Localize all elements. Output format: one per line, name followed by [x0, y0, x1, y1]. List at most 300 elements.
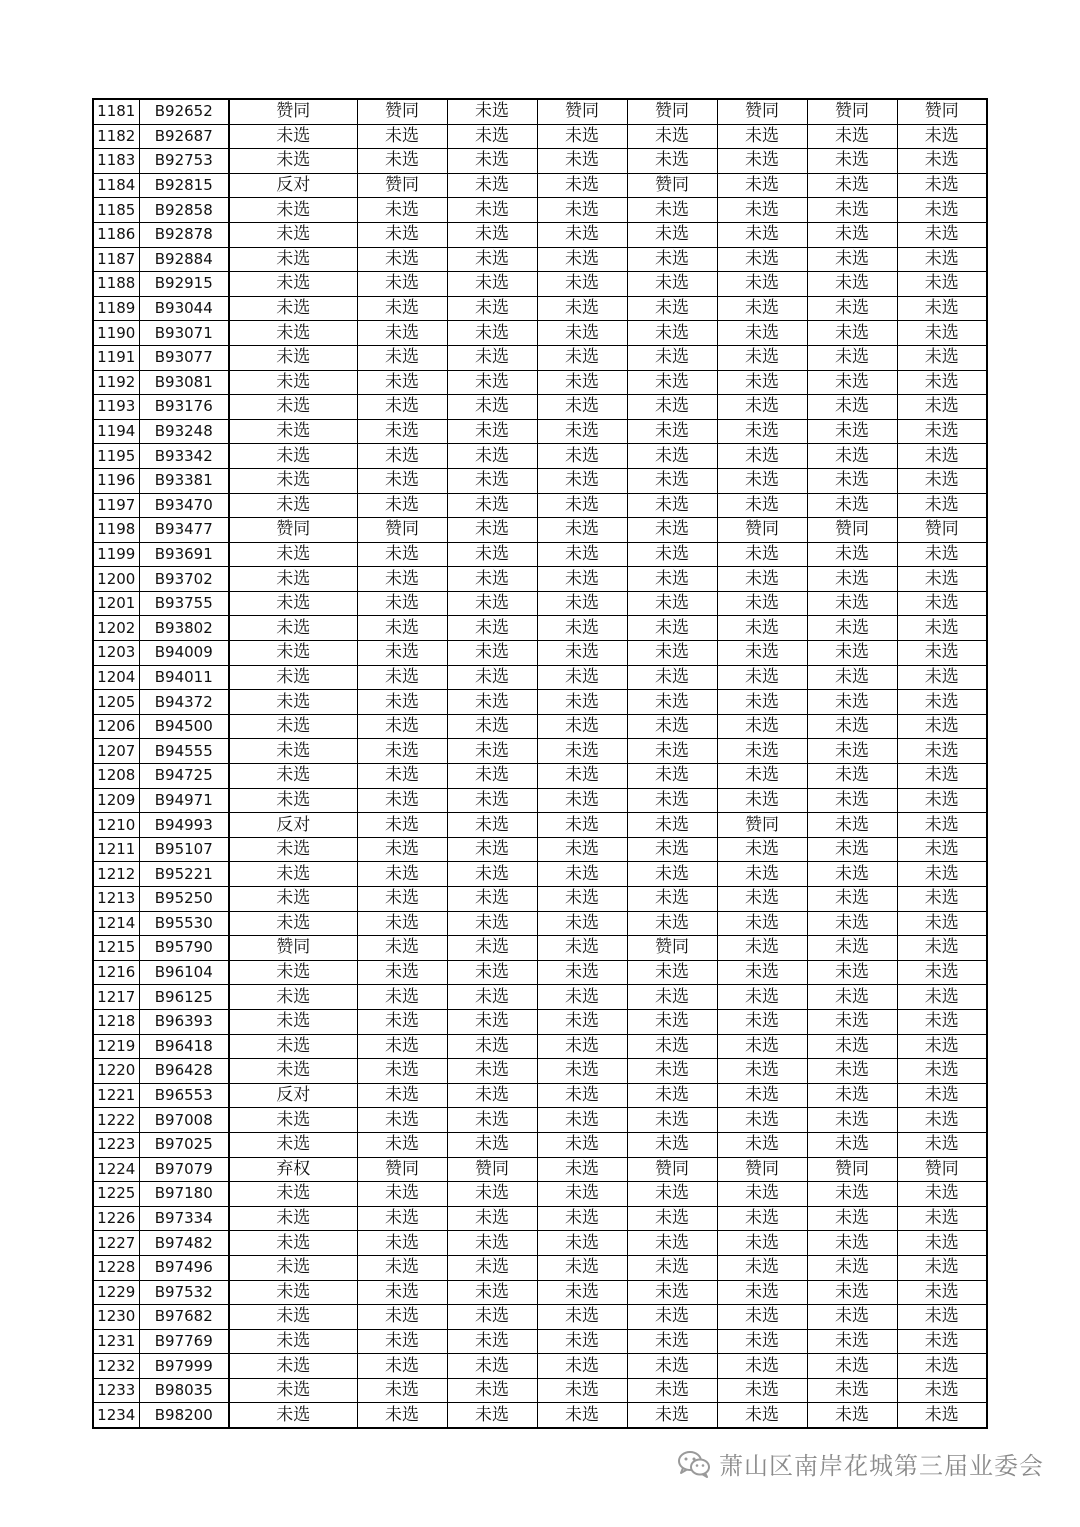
- vote-cell: 未选: [627, 567, 717, 592]
- row-number: 1234: [93, 1403, 139, 1428]
- vote-cell: 未选: [357, 370, 447, 395]
- vote-cell: 未选: [357, 345, 447, 370]
- vote-cell: 未选: [357, 739, 447, 764]
- vote-cell: 未选: [627, 1182, 717, 1207]
- vote-cell: 未选: [537, 124, 627, 149]
- vote-cell: 未选: [447, 296, 537, 321]
- vote-cell: 赞同: [627, 936, 717, 961]
- vote-cell: 未选: [627, 198, 717, 223]
- vote-cell: 未选: [229, 788, 357, 813]
- vote-cell: 未选: [229, 567, 357, 592]
- vote-cell: 未选: [627, 591, 717, 616]
- table-row: [93, 960, 987, 985]
- table-row: [93, 1083, 987, 1108]
- vote-cell: 未选: [229, 616, 357, 641]
- row-number: 1225: [93, 1182, 139, 1207]
- vote-cell: 赞同: [357, 99, 447, 124]
- vote-cell: 未选: [357, 124, 447, 149]
- vote-cell: 未选: [537, 542, 627, 567]
- row-number: 1220: [93, 1059, 139, 1084]
- vote-cell: 未选: [717, 665, 807, 690]
- vote-cell: 未选: [537, 911, 627, 936]
- vote-cell: 未选: [447, 567, 537, 592]
- vote-cell: 未选: [807, 1206, 897, 1231]
- table-row: [93, 788, 987, 813]
- row-number: 1198: [93, 518, 139, 543]
- vote-cell: 未选: [537, 1009, 627, 1034]
- table-row: [93, 345, 987, 370]
- table-row: [93, 1305, 987, 1330]
- table-row: [93, 641, 987, 666]
- vote-cell: 未选: [357, 567, 447, 592]
- unit-code: B95790: [139, 936, 229, 961]
- vote-cell: 未选: [897, 788, 987, 813]
- vote-cell: 未选: [717, 1329, 807, 1354]
- vote-cell: 未选: [357, 1182, 447, 1207]
- vote-cell: 未选: [627, 1059, 717, 1084]
- vote-cell: 赞同: [807, 99, 897, 124]
- watermark-text: 萧山区南岸花城第三届业委会: [719, 1452, 1044, 1480]
- vote-cell: 未选: [447, 1231, 537, 1256]
- table-row: [93, 222, 987, 247]
- vote-cell: 未选: [447, 419, 537, 444]
- row-number: 1187: [93, 247, 139, 272]
- vote-cell: 未选: [807, 788, 897, 813]
- vote-cell: 未选: [717, 714, 807, 739]
- vote-cell: 未选: [717, 1132, 807, 1157]
- row-number: 1208: [93, 764, 139, 789]
- vote-cell: 未选: [229, 321, 357, 346]
- vote-cell: 未选: [897, 296, 987, 321]
- vote-cell: 未选: [537, 641, 627, 666]
- vote-cell: 未选: [717, 591, 807, 616]
- unit-code: B96393: [139, 1009, 229, 1034]
- row-number: 1217: [93, 985, 139, 1010]
- vote-cell: 未选: [537, 887, 627, 912]
- vote-cell: 未选: [897, 960, 987, 985]
- vote-cell: 未选: [627, 739, 717, 764]
- row-number: 1223: [93, 1132, 139, 1157]
- vote-cell: 未选: [897, 1059, 987, 1084]
- vote-cell: 未选: [537, 1157, 627, 1182]
- row-number: 1221: [93, 1083, 139, 1108]
- row-number: 1229: [93, 1280, 139, 1305]
- vote-cell: 未选: [447, 862, 537, 887]
- unit-code: B97769: [139, 1329, 229, 1354]
- vote-cell: 未选: [447, 837, 537, 862]
- table-row: [93, 173, 987, 198]
- vote-cell: 未选: [807, 1354, 897, 1379]
- row-number: 1188: [93, 272, 139, 297]
- table-row: [93, 99, 987, 124]
- table-row: [93, 1329, 987, 1354]
- vote-cell: 未选: [537, 149, 627, 174]
- vote-cell: 未选: [357, 272, 447, 297]
- row-number: 1209: [93, 788, 139, 813]
- row-number: 1203: [93, 641, 139, 666]
- table-row: [93, 493, 987, 518]
- vote-cell: 未选: [807, 641, 897, 666]
- unit-code: B97008: [139, 1108, 229, 1133]
- unit-code: B93176: [139, 395, 229, 420]
- table-row: [93, 1009, 987, 1034]
- vote-cell: 未选: [897, 272, 987, 297]
- vote-cell: 未选: [447, 641, 537, 666]
- table-row: [93, 616, 987, 641]
- row-number: 1215: [93, 936, 139, 961]
- vote-cell: 未选: [357, 1231, 447, 1256]
- vote-cell: 未选: [807, 1378, 897, 1403]
- vote-cell: 未选: [229, 1378, 357, 1403]
- vote-cell: 赞同: [717, 813, 807, 838]
- vote-cell: 未选: [357, 764, 447, 789]
- vote-cell: 未选: [537, 1206, 627, 1231]
- row-number: 1212: [93, 862, 139, 887]
- unit-code: B93342: [139, 444, 229, 469]
- vote-cell: 未选: [807, 813, 897, 838]
- vote-cell: 未选: [897, 493, 987, 518]
- vote-cell: 未选: [447, 198, 537, 223]
- vote-cell: 未选: [627, 1009, 717, 1034]
- table-row: [93, 714, 987, 739]
- vote-cell: 未选: [807, 690, 897, 715]
- vote-cell: 未选: [447, 690, 537, 715]
- vote-cell: 未选: [229, 911, 357, 936]
- vote-cell: 未选: [357, 591, 447, 616]
- vote-cell: 未选: [807, 1305, 897, 1330]
- unit-code: B92753: [139, 149, 229, 174]
- vote-cell: 未选: [447, 1378, 537, 1403]
- row-number: 1181: [93, 99, 139, 124]
- vote-cell: 未选: [897, 862, 987, 887]
- vote-cell: 未选: [627, 518, 717, 543]
- vote-cell: 未选: [447, 345, 537, 370]
- vote-cell: 未选: [447, 272, 537, 297]
- vote-cell: 未选: [229, 1354, 357, 1379]
- unit-code: B95221: [139, 862, 229, 887]
- vote-cell: 未选: [717, 222, 807, 247]
- vote-cell: 未选: [627, 837, 717, 862]
- vote-cell: 未选: [897, 124, 987, 149]
- vote-cell: 未选: [537, 690, 627, 715]
- vote-cell: 未选: [627, 1255, 717, 1280]
- row-number: 1183: [93, 149, 139, 174]
- vote-cell: 未选: [897, 1280, 987, 1305]
- vote-cell: 未选: [357, 1083, 447, 1108]
- vote-cell: 未选: [447, 247, 537, 272]
- vote-cell: 未选: [447, 591, 537, 616]
- unit-code: B93381: [139, 468, 229, 493]
- vote-cell: 未选: [357, 641, 447, 666]
- unit-code: B95530: [139, 911, 229, 936]
- vote-cell: 未选: [807, 395, 897, 420]
- vote-cell: 未选: [537, 1182, 627, 1207]
- unit-code: B94009: [139, 641, 229, 666]
- vote-cell: 未选: [897, 1083, 987, 1108]
- vote-cell: 未选: [357, 149, 447, 174]
- vote-cell: 未选: [807, 1083, 897, 1108]
- vote-cell: 未选: [357, 665, 447, 690]
- vote-cell: 未选: [807, 985, 897, 1010]
- vote-cell: 反对: [229, 173, 357, 198]
- vote-cell: 未选: [447, 714, 537, 739]
- vote-cell: 赞同: [717, 518, 807, 543]
- vote-cell: 未选: [807, 862, 897, 887]
- vote-cell: 未选: [627, 1206, 717, 1231]
- unit-code: B92878: [139, 222, 229, 247]
- vote-cell: 未选: [537, 1329, 627, 1354]
- table-row: [93, 149, 987, 174]
- unit-code: B93081: [139, 370, 229, 395]
- vote-cell: 未选: [717, 1305, 807, 1330]
- vote-cell: 未选: [627, 1280, 717, 1305]
- vote-cell: 未选: [897, 1329, 987, 1354]
- vote-cell: 未选: [537, 591, 627, 616]
- vote-cell: 未选: [897, 714, 987, 739]
- vote-cell: 未选: [717, 542, 807, 567]
- vote-cell: 未选: [537, 272, 627, 297]
- vote-cell: 未选: [229, 1059, 357, 1084]
- unit-code: B93691: [139, 542, 229, 567]
- vote-cell: 未选: [447, 149, 537, 174]
- vote-cell: 未选: [627, 124, 717, 149]
- vote-cell: 未选: [717, 173, 807, 198]
- vote-cell: 未选: [897, 764, 987, 789]
- vote-cell: 未选: [537, 1231, 627, 1256]
- vote-cell: 未选: [447, 124, 537, 149]
- vote-cell: 未选: [357, 321, 447, 346]
- table-row: [93, 813, 987, 838]
- vote-cell: 未选: [717, 887, 807, 912]
- vote-cell: 未选: [807, 1329, 897, 1354]
- vote-cell: 未选: [627, 296, 717, 321]
- vote-cell: 未选: [229, 591, 357, 616]
- vote-cell: 未选: [807, 911, 897, 936]
- vote-cell: 未选: [807, 1182, 897, 1207]
- vote-cell: 未选: [627, 665, 717, 690]
- row-number: 1233: [93, 1378, 139, 1403]
- vote-cell: 未选: [537, 1034, 627, 1059]
- vote-cell: 赞同: [807, 518, 897, 543]
- vote-cell: 未选: [897, 222, 987, 247]
- table-row: [93, 1354, 987, 1379]
- vote-cell: 未选: [807, 764, 897, 789]
- row-number: 1196: [93, 468, 139, 493]
- vote-cell: 未选: [357, 1354, 447, 1379]
- vote-cell: 赞同: [229, 936, 357, 961]
- vote-cell: 未选: [807, 1059, 897, 1084]
- vote-cell: 未选: [807, 222, 897, 247]
- unit-code: B94971: [139, 788, 229, 813]
- vote-cell: 未选: [717, 1403, 807, 1428]
- vote-cell: 未选: [897, 665, 987, 690]
- vote-cell: 未选: [357, 1403, 447, 1428]
- vote-cell: 未选: [357, 493, 447, 518]
- vote-cell: 赞同: [357, 1157, 447, 1182]
- table-row: [93, 739, 987, 764]
- unit-code: B93248: [139, 419, 229, 444]
- vote-cell: 未选: [357, 395, 447, 420]
- unit-code: B93470: [139, 493, 229, 518]
- vote-cell: 未选: [627, 493, 717, 518]
- vote-cell: 未选: [447, 518, 537, 543]
- unit-code: B97482: [139, 1231, 229, 1256]
- unit-code: B93077: [139, 345, 229, 370]
- vote-cell: 未选: [897, 1009, 987, 1034]
- vote-cell: 未选: [897, 739, 987, 764]
- vote-cell: 未选: [897, 641, 987, 666]
- row-number: 1182: [93, 124, 139, 149]
- vote-cell: 未选: [447, 936, 537, 961]
- row-number: 1189: [93, 296, 139, 321]
- vote-cell: 未选: [537, 1280, 627, 1305]
- table-row: [93, 1206, 987, 1231]
- vote-cell: 未选: [229, 370, 357, 395]
- vote-cell: 未选: [717, 149, 807, 174]
- vote-cell: 未选: [537, 321, 627, 346]
- vote-cell: 未选: [537, 567, 627, 592]
- vote-cell: 未选: [447, 395, 537, 420]
- unit-code: B93802: [139, 616, 229, 641]
- row-number: 1204: [93, 665, 139, 690]
- vote-cell: 未选: [627, 960, 717, 985]
- vote-cell: 未选: [447, 1206, 537, 1231]
- vote-cell: 未选: [447, 1083, 537, 1108]
- row-number: 1232: [93, 1354, 139, 1379]
- vote-cell: 未选: [897, 1354, 987, 1379]
- vote-cell: 未选: [447, 1009, 537, 1034]
- vote-cell: 赞同: [717, 1157, 807, 1182]
- vote-cell: 未选: [897, 936, 987, 961]
- row-number: 1218: [93, 1009, 139, 1034]
- vote-cell: 未选: [537, 813, 627, 838]
- vote-cell: 未选: [897, 1182, 987, 1207]
- table-row: [93, 690, 987, 715]
- table-row: [93, 1280, 987, 1305]
- vote-cell: 未选: [717, 911, 807, 936]
- vote-cell: 赞同: [627, 99, 717, 124]
- row-number: 1199: [93, 542, 139, 567]
- vote-cell: 未选: [357, 1034, 447, 1059]
- vote-cell: 未选: [897, 911, 987, 936]
- vote-cell: 未选: [807, 419, 897, 444]
- vote-cell: 未选: [897, 690, 987, 715]
- vote-cell: 未选: [447, 370, 537, 395]
- row-number: 1195: [93, 444, 139, 469]
- row-number: 1219: [93, 1034, 139, 1059]
- vote-cell: 未选: [627, 419, 717, 444]
- vote-cell: 未选: [537, 960, 627, 985]
- vote-cell: 未选: [447, 173, 537, 198]
- vote-cell: 未选: [627, 1329, 717, 1354]
- vote-cell: 未选: [627, 395, 717, 420]
- vote-cell: 未选: [807, 1132, 897, 1157]
- vote-table-body: [93, 99, 987, 1428]
- vote-cell: 未选: [627, 616, 717, 641]
- vote-cell: 未选: [537, 739, 627, 764]
- vote-cell: 赞同: [537, 99, 627, 124]
- vote-cell: 未选: [627, 149, 717, 174]
- table-row: [93, 764, 987, 789]
- vote-cell: 未选: [447, 1280, 537, 1305]
- vote-cell: 赞同: [627, 1157, 717, 1182]
- vote-cell: 未选: [537, 468, 627, 493]
- vote-cell: 未选: [807, 1280, 897, 1305]
- unit-code: B94993: [139, 813, 229, 838]
- vote-cell: 未选: [897, 813, 987, 838]
- vote-cell: 未选: [537, 518, 627, 543]
- vote-cell: 未选: [447, 222, 537, 247]
- unit-code: B98200: [139, 1403, 229, 1428]
- vote-cell: 未选: [807, 444, 897, 469]
- vote-cell: 未选: [447, 960, 537, 985]
- table-row: [93, 837, 987, 862]
- vote-cell: 未选: [897, 173, 987, 198]
- vote-cell: 未选: [357, 1280, 447, 1305]
- vote-cell: 未选: [537, 419, 627, 444]
- vote-cell: 未选: [717, 345, 807, 370]
- unit-code: B92858: [139, 198, 229, 223]
- vote-cell: 未选: [717, 395, 807, 420]
- vote-cell: 未选: [537, 395, 627, 420]
- vote-cell: 未选: [717, 272, 807, 297]
- row-number: 1216: [93, 960, 139, 985]
- vote-cell: 未选: [229, 1255, 357, 1280]
- wechat-icon: [677, 1450, 711, 1478]
- vote-cell: 未选: [807, 960, 897, 985]
- vote-cell: 未选: [447, 493, 537, 518]
- table-row: [93, 395, 987, 420]
- row-number: 1191: [93, 345, 139, 370]
- vote-cell: 未选: [897, 395, 987, 420]
- unit-code: B93044: [139, 296, 229, 321]
- unit-code: B96104: [139, 960, 229, 985]
- vote-cell: 未选: [627, 764, 717, 789]
- vote-cell: 赞同: [447, 1157, 537, 1182]
- vote-cell: 未选: [807, 665, 897, 690]
- vote-cell: 未选: [229, 222, 357, 247]
- vote-cell: 未选: [717, 1059, 807, 1084]
- vote-cell: 未选: [627, 468, 717, 493]
- table-row: [93, 567, 987, 592]
- row-number: 1186: [93, 222, 139, 247]
- vote-cell: 未选: [447, 911, 537, 936]
- vote-cell: 未选: [717, 419, 807, 444]
- vote-cell: 未选: [807, 468, 897, 493]
- vote-cell: 未选: [627, 247, 717, 272]
- vote-cell: 未选: [357, 1329, 447, 1354]
- vote-cell: 未选: [229, 124, 357, 149]
- vote-cell: 未选: [627, 321, 717, 346]
- vote-cell: 未选: [717, 616, 807, 641]
- vote-cell: 未选: [537, 1083, 627, 1108]
- vote-cell: 未选: [447, 1329, 537, 1354]
- table-row: [93, 370, 987, 395]
- vote-cell: 未选: [627, 1132, 717, 1157]
- vote-cell: 未选: [717, 296, 807, 321]
- vote-cell: 未选: [807, 739, 897, 764]
- row-number: 1222: [93, 1108, 139, 1133]
- row-number: 1230: [93, 1305, 139, 1330]
- vote-cell: 未选: [229, 1206, 357, 1231]
- vote-cell: 未选: [537, 1108, 627, 1133]
- vote-cell: 未选: [627, 1403, 717, 1428]
- unit-code: B92687: [139, 124, 229, 149]
- vote-cell: 未选: [357, 911, 447, 936]
- vote-cell: 未选: [537, 444, 627, 469]
- vote-cell: 未选: [357, 1378, 447, 1403]
- vote-cell: 赞同: [229, 518, 357, 543]
